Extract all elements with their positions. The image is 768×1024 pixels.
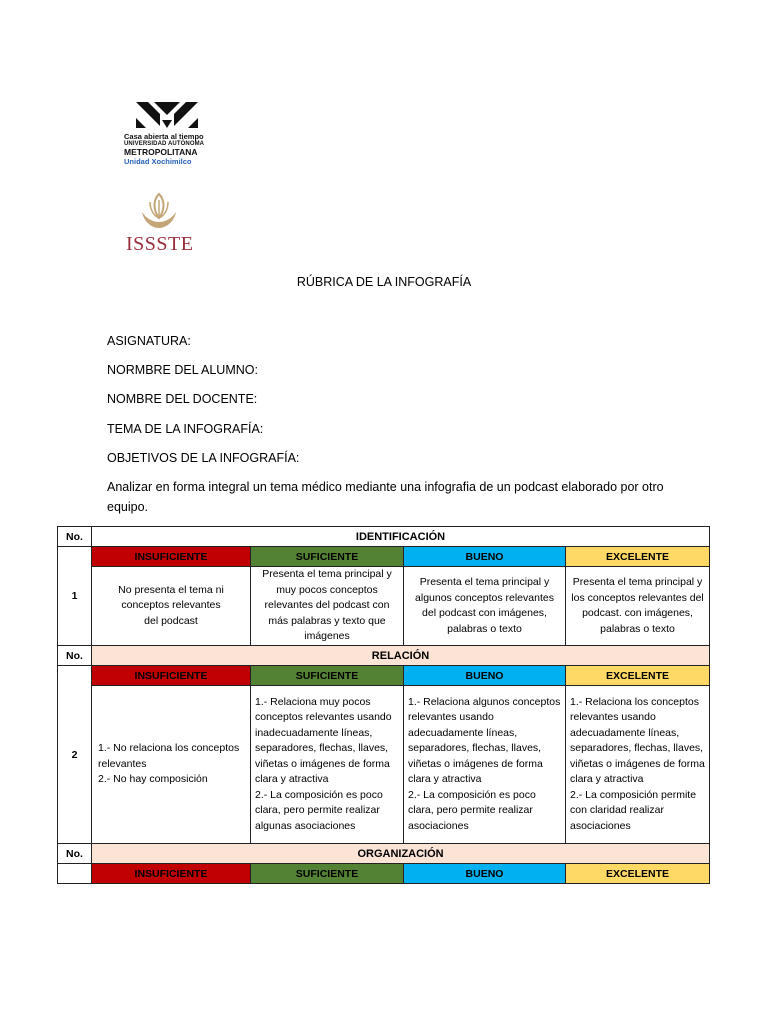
field-asignatura: ASIGNATURA: (107, 334, 191, 348)
issste-wordmark: ISSSTE (126, 233, 194, 255)
uam-logo (122, 102, 214, 166)
section-title: IDENTIFICACIÓN (92, 527, 710, 547)
rubric-table (57, 526, 710, 884)
level-excelente: EXCELENTE (566, 864, 710, 884)
level-insuficiente: INSUFICIENTE (92, 864, 251, 884)
criterion-suficiente: 1.- Relaciona muy pocos conceptos relevantes usando inadecuadamente líneas, separadores, flechas, llaves, viñetas o imágenes de forma clara y atractiva 2.- La composición es poco clara, pero permite realizar algunas asociaciones (251, 686, 404, 844)
uam-name-line2: METROPOLITANA (124, 147, 198, 157)
row-number: 1 (58, 547, 92, 646)
level-excelente: EXCELENTE (566, 666, 710, 686)
levels-row (58, 666, 710, 686)
criteria-row (58, 686, 710, 844)
level-excelente: EXCELENTE (566, 547, 710, 567)
levels-row (58, 864, 710, 884)
criterion-insuficiente: 1.- No relaciona los conceptos relevantes 2.- No hay composición (92, 686, 251, 844)
section-title: ORGANIZACIÓN (92, 844, 710, 864)
uam-motto: Casa abierta al tiempo (124, 132, 204, 141)
no-header: No. (58, 646, 92, 666)
field-objetivos: OBJETIVOS DE LA INFOGRAFÍA: (107, 451, 300, 465)
criterion-suficiente: Presenta el tema principal y muy pocos conceptos relevantes del podcast con más palabras y texto que imágenes (251, 567, 404, 646)
issste-emblem-icon (138, 190, 180, 232)
uam-unit: Unidad Xochimilco (124, 157, 192, 166)
row-number: 2 (58, 666, 92, 844)
level-insuficiente: INSUFICIENTE (92, 666, 251, 686)
level-insuficiente: INSUFICIENTE (92, 547, 251, 567)
criteria-row (58, 567, 710, 646)
field-alumno: NORMBRE DEL ALUMNO: (107, 363, 258, 377)
uam-name-line1: UNIVERSIDAD AUTÓNOMA (124, 141, 205, 147)
level-bueno: BUENO (404, 547, 566, 567)
field-docente: NOMBRE DEL DOCENTE: (107, 392, 258, 406)
section-title: RELACIÓN (92, 646, 710, 666)
field-tema: TEMA DE LA INFOGRAFÍA: (107, 422, 264, 436)
section-header-row (58, 646, 710, 666)
level-bueno: BUENO (404, 864, 566, 884)
issste-logo (124, 188, 208, 258)
criterion-insuficiente: No presenta el tema ni conceptos relevantes del podcast (92, 567, 251, 646)
no-header: No. (58, 844, 92, 864)
level-suficiente: SUFICIENTE (251, 547, 404, 567)
document-title: RÚBRICA DE LA INFOGRAFÍA (296, 275, 472, 289)
section-header-row (58, 844, 710, 864)
criterion-excelente: 1.- Relaciona los conceptos relevantes usando adecuadamente líneas, separadores, flechas, llaves, viñetas o imágenes de forma clara y atractiva 2.- La composición permite con claridad realizar asociaciones (566, 686, 710, 844)
uam-emblem-icon (136, 102, 198, 130)
level-bueno: BUENO (404, 666, 566, 686)
row-number (58, 864, 92, 884)
level-suficiente: SUFICIENTE (251, 666, 404, 686)
objective-text: Analizar en forma integral un tema médico mediante una infografia de un podcast elaborado por otro equipo. (107, 480, 664, 514)
criterion-excelente: Presenta el tema principal y los conceptos relevantes del podcast. con imágenes, palabras o texto (566, 567, 710, 646)
criterion-bueno: 1.- Relaciona algunos conceptos relevantes usando adecuadamente líneas, separadores, flechas, llaves, viñetas o imágenes de forma clara y atractiva 2.- La composición es poco clara, pero permite realizar asociaciones (404, 686, 566, 844)
criterion-bueno: Presenta el tema principal y algunos conceptos relevantes del podcast con imágenes, palabras o texto (404, 567, 566, 646)
level-suficiente: SUFICIENTE (251, 864, 404, 884)
section-header-row (58, 527, 710, 547)
levels-row (58, 547, 710, 567)
no-header: No. (58, 527, 92, 547)
